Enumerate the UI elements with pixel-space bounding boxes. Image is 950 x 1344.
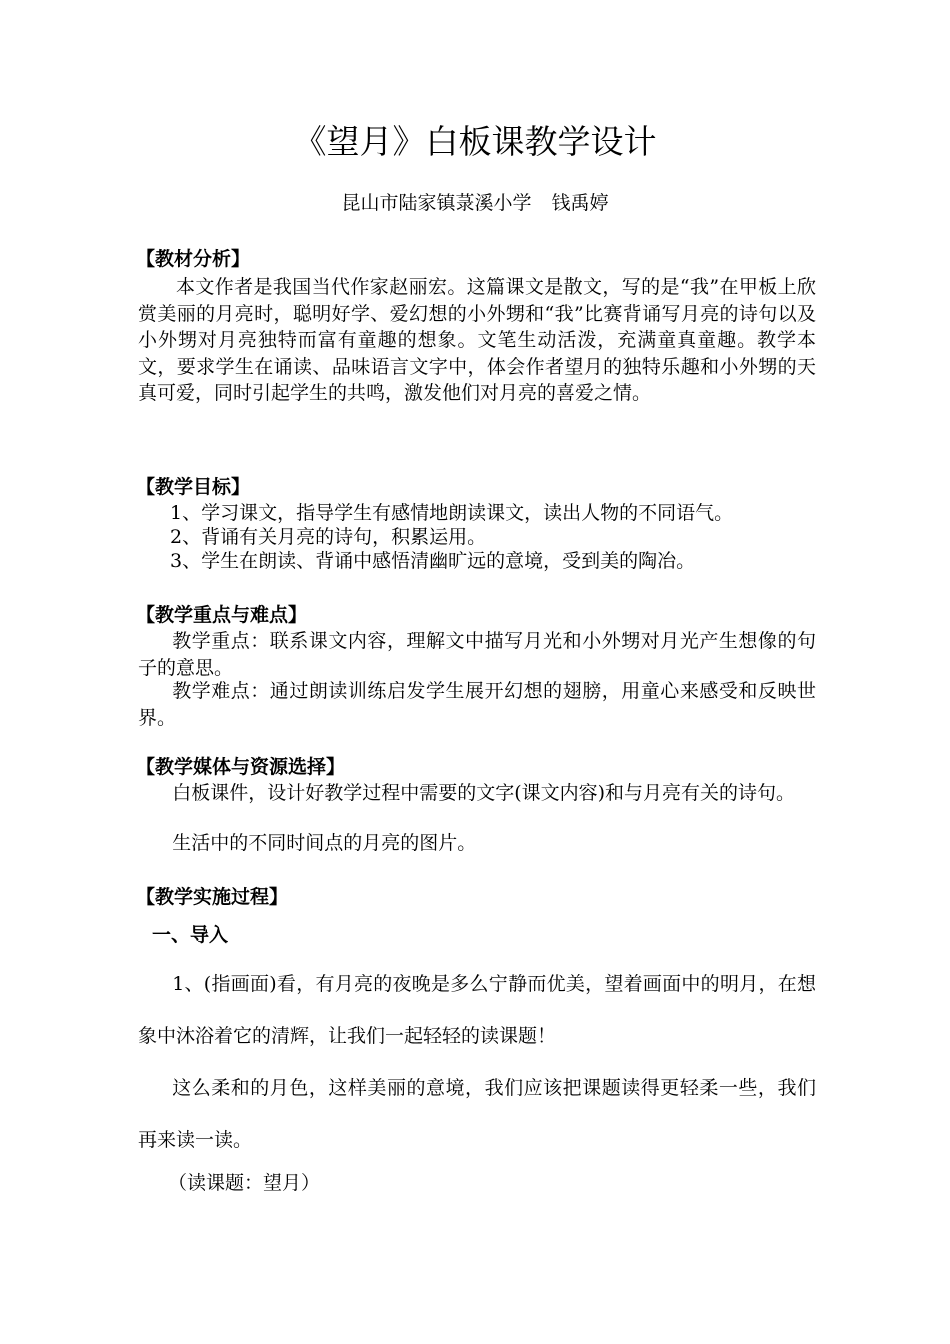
media-paragraph: 白板课件，设计好教学过程中需要的文字(课文内容)和与月亮有关的诗句。 [172, 782, 796, 804]
media-paragraph: 生活中的不同时间点的月亮的图片。 [172, 832, 477, 854]
section-heading-key-points: 【教学重点与难点】 [136, 604, 308, 626]
section-heading-textbook-analysis: 【教材分析】 [136, 248, 251, 270]
difficulty-paragraph: 教学难点：通过朗读训练启发学生展开幻想的翅膀，用童心来感受和反映世界。 [138, 680, 816, 729]
section-heading-teaching-goals: 【教学目标】 [136, 476, 251, 498]
textbook-analysis-paragraph: 本文作者是我国当代作家赵丽宏。这篇课文是散文，写的是“我”在甲板上欣赏美丽的月亮时，聪明好学、爱幻想的小外甥和“我”比赛背诵写月亮的诗句以及小外甥对月亮独特而富有童趣的想象。文笔生动活泼，充满童真童趣。教学本文，要求学生在诵读、品味语言文字中，体会作者望月的独特乐趣和小外甥的天真可爱，同时引起学生的共鸣，激发他们对月亮的喜爱之情。 [138, 276, 816, 404]
document-title: 《望月》白板课教学设计 [293, 122, 657, 161]
subsection-heading-intro: 一、导入 [152, 924, 229, 946]
author-line: 昆山市陆家镇菉溪小学 钱禹婷 [341, 192, 609, 214]
process-paragraph: 1、(指画面)看，有月亮的夜晚是多么宁静而优美，望着画面中的明月，在想象中沐浴着它的清辉，让我们一起轻轻的读课题！ [138, 973, 816, 1047]
section-heading-media-resources: 【教学媒体与资源选择】 [136, 756, 346, 778]
process-paragraph: 这么柔和的月色，这样美丽的意境，我们应该把课题读得更轻柔一些，我们再来读一读。 [138, 1077, 816, 1151]
key-point-paragraph: 教学重点：联系课文内容，理解文中描写月光和小外甥对月光产生想像的句子的意思。 [138, 630, 816, 679]
section-heading-teaching-process: 【教学实施过程】 [136, 886, 289, 908]
process-note: （读课题：望月） [168, 1172, 321, 1194]
goal-item: 2、背诵有关月亮的诗句，积累运用。 [170, 526, 487, 548]
goal-item: 3、学生在朗读、背诵中感悟清幽旷远的意境，受到美的陶冶。 [170, 550, 696, 572]
goal-item: 1、学习课文，指导学生有感情地朗读课文，读出人物的不同语气。 [170, 502, 734, 524]
